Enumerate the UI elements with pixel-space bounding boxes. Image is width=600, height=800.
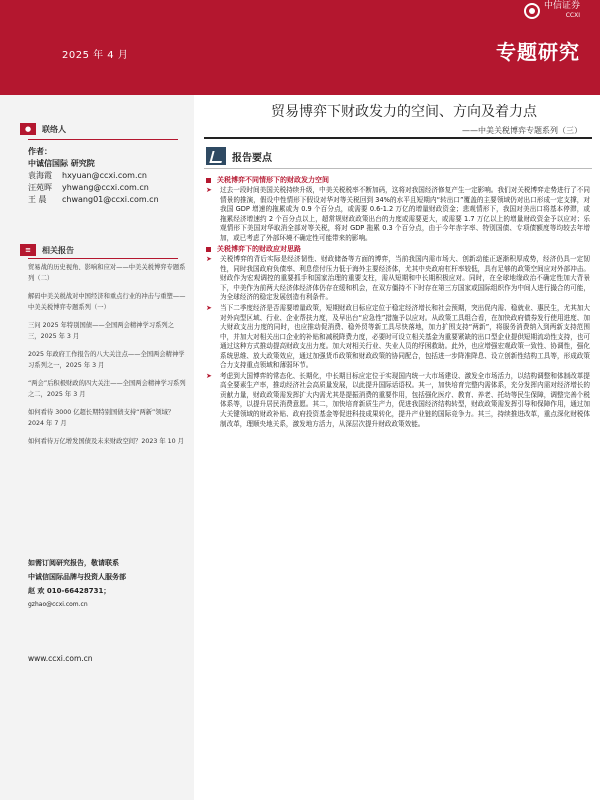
arrow-bullet-icon: ➤ — [206, 255, 212, 264]
logo-name: 中信证券 — [543, 1, 580, 11]
person-icon: ● — [20, 123, 36, 135]
report-date: 2025 年 4 月 — [62, 50, 129, 61]
related-report-link[interactable]: 解码中美关税战对中国经济和重点行业的冲击与重塑——中美关税博弈专题系列（一） — [28, 293, 186, 311]
square-bullet-icon — [206, 178, 211, 183]
section-heading: 关税博弈不同情形下的财政发力空间 — [206, 175, 590, 185]
arrow-bullet-icon: ➤ — [206, 304, 212, 313]
body-paragraph: ➤ 过去一段时间美国关税持续升级，中美关税税率不断加码，这将对我国经济修复产生一定影响。我们对关税博弈走势进行了不同情景的推演，假设中性情形下假设对华对等关税回到 34%的水平且短期内“转出口”覆盖的主要领域仍对出口形成一定支撑，对我国 GDP 增速的拖累或为 0.9 个百分点，或需要 0.6-1.2 万亿的增量财政资金；悲观情形下，我国对美出口将基本停滞，或拖累经济增速约 2 个百分点以上，超常规财政政策出台的力度或需要更大，或需要 1.7 万亿以上的增量财政资金予以应对；乐观情形下美国对华取消全部对等关税，将对 GDP 拖累 0.3 个百分点，由于今年赤字率、特别国债、专项债额度等均较去年增加，或已考虑了外部环境不确定性可能带来的影响。 — [206, 186, 590, 242]
logo-mark-icon — [524, 3, 540, 19]
author-email[interactable]: chwang01@ccxi.com.cn — [62, 195, 159, 204]
author-org: 中诚信国际 研究院 — [28, 159, 95, 168]
square-bullet-icon — [206, 247, 211, 252]
body-paragraph: ➤ 当下二季度经济是否需要增量政策，短期财政目标应定位于稳定经济增长和社会预期，突出促内需、稳就业、惠民生，尤其加大对外向型区域、行业、企业帮扶力度，及早出台“应急性”措施予以应对。从政策工具组合看，在加快政府债券发行使用进度、加大财政支出力度的同时，也应推动促消费、稳外贸等新工具尽快落地，加力扩围支持“两新”，将服务消费纳入到两新支持范围中，并加大对相关出口企业的补贴和减税降费力度，必要时可设立相关基金为重要紧缺的出口型企业提供短期流动性支持，也可通过这种方式推动提高财政支出力度。加大对相关行业、失业人员的纾困救助。此外，也应增强宏观政策一致性、协调性，强化系统思维、放大政策效应，通过加强货币政策和财政政策的协同配合，包括进一步降准降息、设立创新性结构工具等，形成政策合力支持重点领域和薄弱环节。 — [206, 304, 590, 370]
related-list — [28, 262, 186, 454]
subscription-contact: 如需订阅研究报告，敬请联系 中诚信国际品牌与投资人服务部 赵 欢 010-66428731； gzhao@ccxi.com.cn — [28, 556, 188, 612]
related-report-link[interactable]: 如何看待万亿增发国债及未来财政空间？2023 年 10 月 — [28, 438, 184, 445]
author-label: 作者： — [28, 147, 52, 156]
key-points-divider — [204, 168, 592, 169]
contact-email[interactable]: gzhao@ccxi.com.cn — [28, 601, 88, 608]
page-subtitle: ——中美关税博弈专题系列（三） — [462, 126, 582, 135]
report-kind: 专题研究 — [496, 40, 580, 64]
logo-sub: CCXI — [565, 12, 580, 19]
title-divider — [204, 137, 592, 139]
document-icon: ≡ — [20, 244, 36, 256]
arrow-bullet-icon: ➤ — [206, 186, 212, 194]
author-block — [28, 146, 188, 206]
key-points-heading: 报告要点 — [206, 147, 272, 165]
body-paragraph: ➤ 关税博弈的背后实际是经济韧性、财政储备等方面的博弈，当前我国内需市场大、创新动能正逐渐积厚成势，经济仍具一定韧性，同时我国政府负债率、利息偿付压力低于海外主要经济体，尤其中央政府杠杆率较低，具有足够的政策空间应对外部冲击。财政作为宏观调控的重要抓手和国家治理的重要支柱，需从短期和中长期积极应对。同时，在全球地缘政治不确定性加大背景下，中美作为前两大经济体经济体仍存在缓和机会，在双方僵持不下时存在第三方国家或国际组织作为中间人进行撮合的可能，为全球经济的稳定发展创造有利条件。 — [206, 255, 590, 302]
page-title: 贸易博弈下财政发力的空间、方向及着力点 — [271, 104, 537, 120]
related-report-link[interactable]: “两会”后积极财政的四大关注——全国两会精神学习系列之二，2025 年 3 月 — [28, 380, 186, 398]
header-band — [0, 0, 600, 95]
author-row: 汪苑晖 yhwang@ccxi.com.cn — [28, 183, 149, 192]
body-paragraph: ➤ 考虑到大国博弈的常态化、长期化，中长期目标应定位于实现国内统一大市场建设、激发全市场活力，以结构调整和体制改革提高全要素生产率，推动经济社会高质量发展，以此提升国际话语权。其一，加快培育完整内需体系，充分发挥内需对经济增长的贡献力量，财政政策需发挥扩大内需尤其是提振消费的重要作用，包括强化医疗、教育、养老、托幼等民生保障，调整完善个税体系等，以提升居民消费意愿。其二，加快培育新质生产力，促进我国经济结构转型，财政政策需发挥引导和保障作用，通过加大关键领域的财政补贴、政府投资基金等促进科技成果转化，提升产业链的国际竞争力。其三，持续推进改革，重点深化财税体制改革，理顺央地关系，激发地方活力，从深层次提升财政政策效能。 — [206, 371, 590, 428]
brand-logo — [524, 0, 580, 22]
author-row: 王 晨 chwang01@ccxi.com.cn — [28, 195, 159, 204]
key-points-icon — [206, 147, 226, 165]
related-report-link[interactable]: 如何看待 3000 亿超长期特别国债支持“两新”领域？2024 年 7 月 — [28, 409, 175, 427]
arrow-bullet-icon: ➤ — [206, 371, 212, 380]
contacts-heading: ● 联络人 — [20, 123, 66, 135]
website-link[interactable]: www.ccxi.com.cn — [28, 654, 93, 663]
related-rule — [28, 258, 178, 259]
author-email[interactable]: yhwang@ccxi.com.cn — [62, 183, 149, 192]
key-points-body — [206, 175, 590, 430]
contacts-rule — [28, 139, 178, 140]
related-report-link[interactable]: 2025 年政府工作报告的八大关注点——全国两会精神学习系列之一，2025 年 3 月 — [28, 351, 185, 369]
author-email[interactable]: hxyuan@ccxi.com.cn — [62, 171, 147, 180]
related-report-link[interactable]: 贸易战的历史视角、影响和应对——中美关税博弈专题系列（二） — [28, 264, 186, 282]
related-heading: ≡ 相关报告 — [20, 244, 74, 256]
author-row: 袁海霞 hxyuan@ccxi.com.cn — [28, 171, 147, 180]
related-report-link[interactable]: 三问 2025 年特别国债——全国两会精神学习系列之三，2025 年 3 月 — [28, 322, 174, 340]
section-heading: 关税博弈下的财政应对思路 — [206, 244, 590, 254]
